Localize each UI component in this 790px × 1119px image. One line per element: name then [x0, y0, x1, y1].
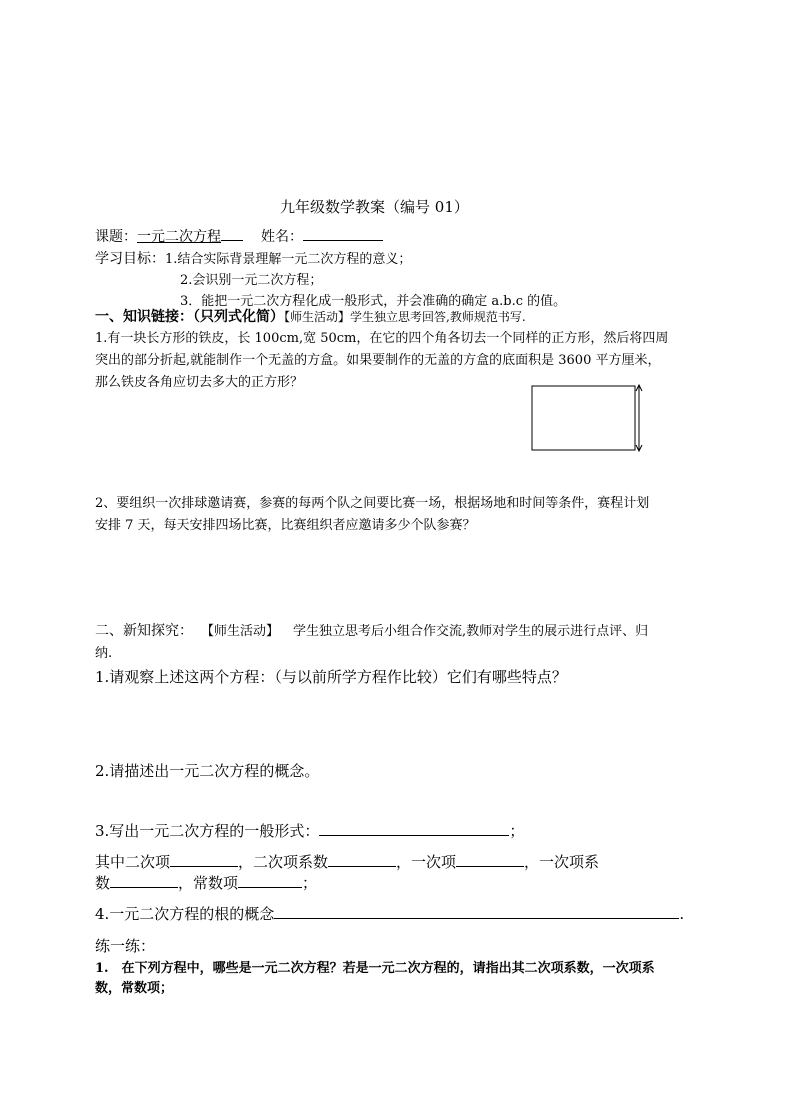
- objective-3: 3．能把一元二次方程化成一般形式，并会准确的确定 a.b.c 的值。: [180, 294, 567, 309]
- general-form-blank[interactable]: [319, 821, 509, 836]
- question-3: [95, 820, 705, 841]
- quad-term-label: 其中二次项: [95, 853, 171, 871]
- q3-label: 3.写出一元二次方程的一般形式：: [95, 822, 320, 840]
- quad-coef-blank[interactable]: [328, 852, 396, 867]
- linear-term-blank[interactable]: [456, 852, 524, 867]
- q4-label: 4.一元二次方程的根的概念: [95, 905, 275, 923]
- objectives: [95, 248, 705, 268]
- linear-coef-label-cont: 数: [95, 874, 111, 892]
- practice-heading: 练一练：: [95, 937, 156, 955]
- name-blank[interactable]: [303, 226, 383, 241]
- problem1-line3: 那么铁皮各角应切去多大的正方形？: [95, 375, 304, 390]
- q3-end: ；: [509, 822, 525, 840]
- question-4: [95, 903, 705, 924]
- section1-heading-line: [95, 306, 705, 326]
- sheet-rectangle: [532, 386, 635, 450]
- page-title: 九年级数学教案（编号 01）: [280, 198, 469, 216]
- terms-line2: [95, 872, 705, 893]
- problem2-line2: 安排 7 天，每天安排四场比赛，比赛组织者应邀请多少个队参赛？: [95, 518, 476, 533]
- question-1: 1.请观察上述这两个方程：（与以前所学方程作比较）它们有哪些特点？: [95, 668, 567, 686]
- root-concept-blank[interactable]: [274, 904, 679, 919]
- terms-line1: [95, 851, 705, 872]
- practice-item1-line1: 1. 在下列方程中，哪些是一元二次方程？若是一元二次方程的，请指出其二次项系数，一次项系: [95, 961, 655, 976]
- question-2: 2.请描述出一元二次方程的概念。: [95, 762, 320, 780]
- quad-term-blank[interactable]: [170, 852, 238, 867]
- problem1-line2: 突出的部分折起,就能制作一个无盖的方盒。如果要制作的无盖的方盒的底面积是 3600 平方厘米，: [95, 353, 661, 368]
- terms-end: ；: [302, 874, 318, 892]
- topic-value: 一元二次方程: [137, 229, 221, 245]
- section1-heading: 一、知识链接：（只列式化简）: [95, 309, 284, 325]
- linear-coef-blank[interactable]: [110, 873, 178, 888]
- sheet-diagram: [528, 380, 648, 456]
- linear-coef-label: ，一次项系: [524, 853, 600, 871]
- section2-line2: 纳.: [95, 646, 113, 661]
- quad-coef-label: ，二次项系数: [238, 853, 329, 871]
- problem2-line1: 2、要组织一次排球邀请赛，参赛的每两个队之间要比赛一场，根据场地和时间等条件，赛程计划: [95, 496, 650, 511]
- objective-2: 2.会识别一元二次方程；: [180, 273, 323, 288]
- objectives-label: 学习目标：: [95, 251, 165, 267]
- const-term-label: ，常数项: [178, 874, 239, 892]
- const-term-blank[interactable]: [238, 873, 302, 888]
- section2-line1: [95, 620, 705, 640]
- topic-line: [95, 226, 705, 246]
- objective-1: 1.结合实际背景理解一元二次方程的意义；: [165, 252, 412, 267]
- section2-text: 学生独立思考后小组合作交流,教师对学生的展示进行点评、归: [293, 624, 649, 639]
- name-label: 姓名：: [261, 229, 303, 245]
- practice-item1-line2: 数，常数项；: [95, 981, 174, 996]
- section1-note: 【师生活动】学生独立思考回答,教师规范书写.: [284, 310, 526, 324]
- linear-term-label: ，一次项: [396, 853, 457, 871]
- problem1-line1: 1.有一块长方形的铁皮，长 100cm,宽 50cm，在它的四个角各切去一个同样的正方形，然后将四周: [95, 331, 669, 346]
- topic-label: 课题：: [95, 229, 137, 245]
- section2-heading: 二、新知探究：: [95, 623, 193, 639]
- q4-end: .: [679, 905, 685, 923]
- topic-blank: [221, 226, 243, 241]
- section2-note: 【师生活动】: [201, 624, 280, 639]
